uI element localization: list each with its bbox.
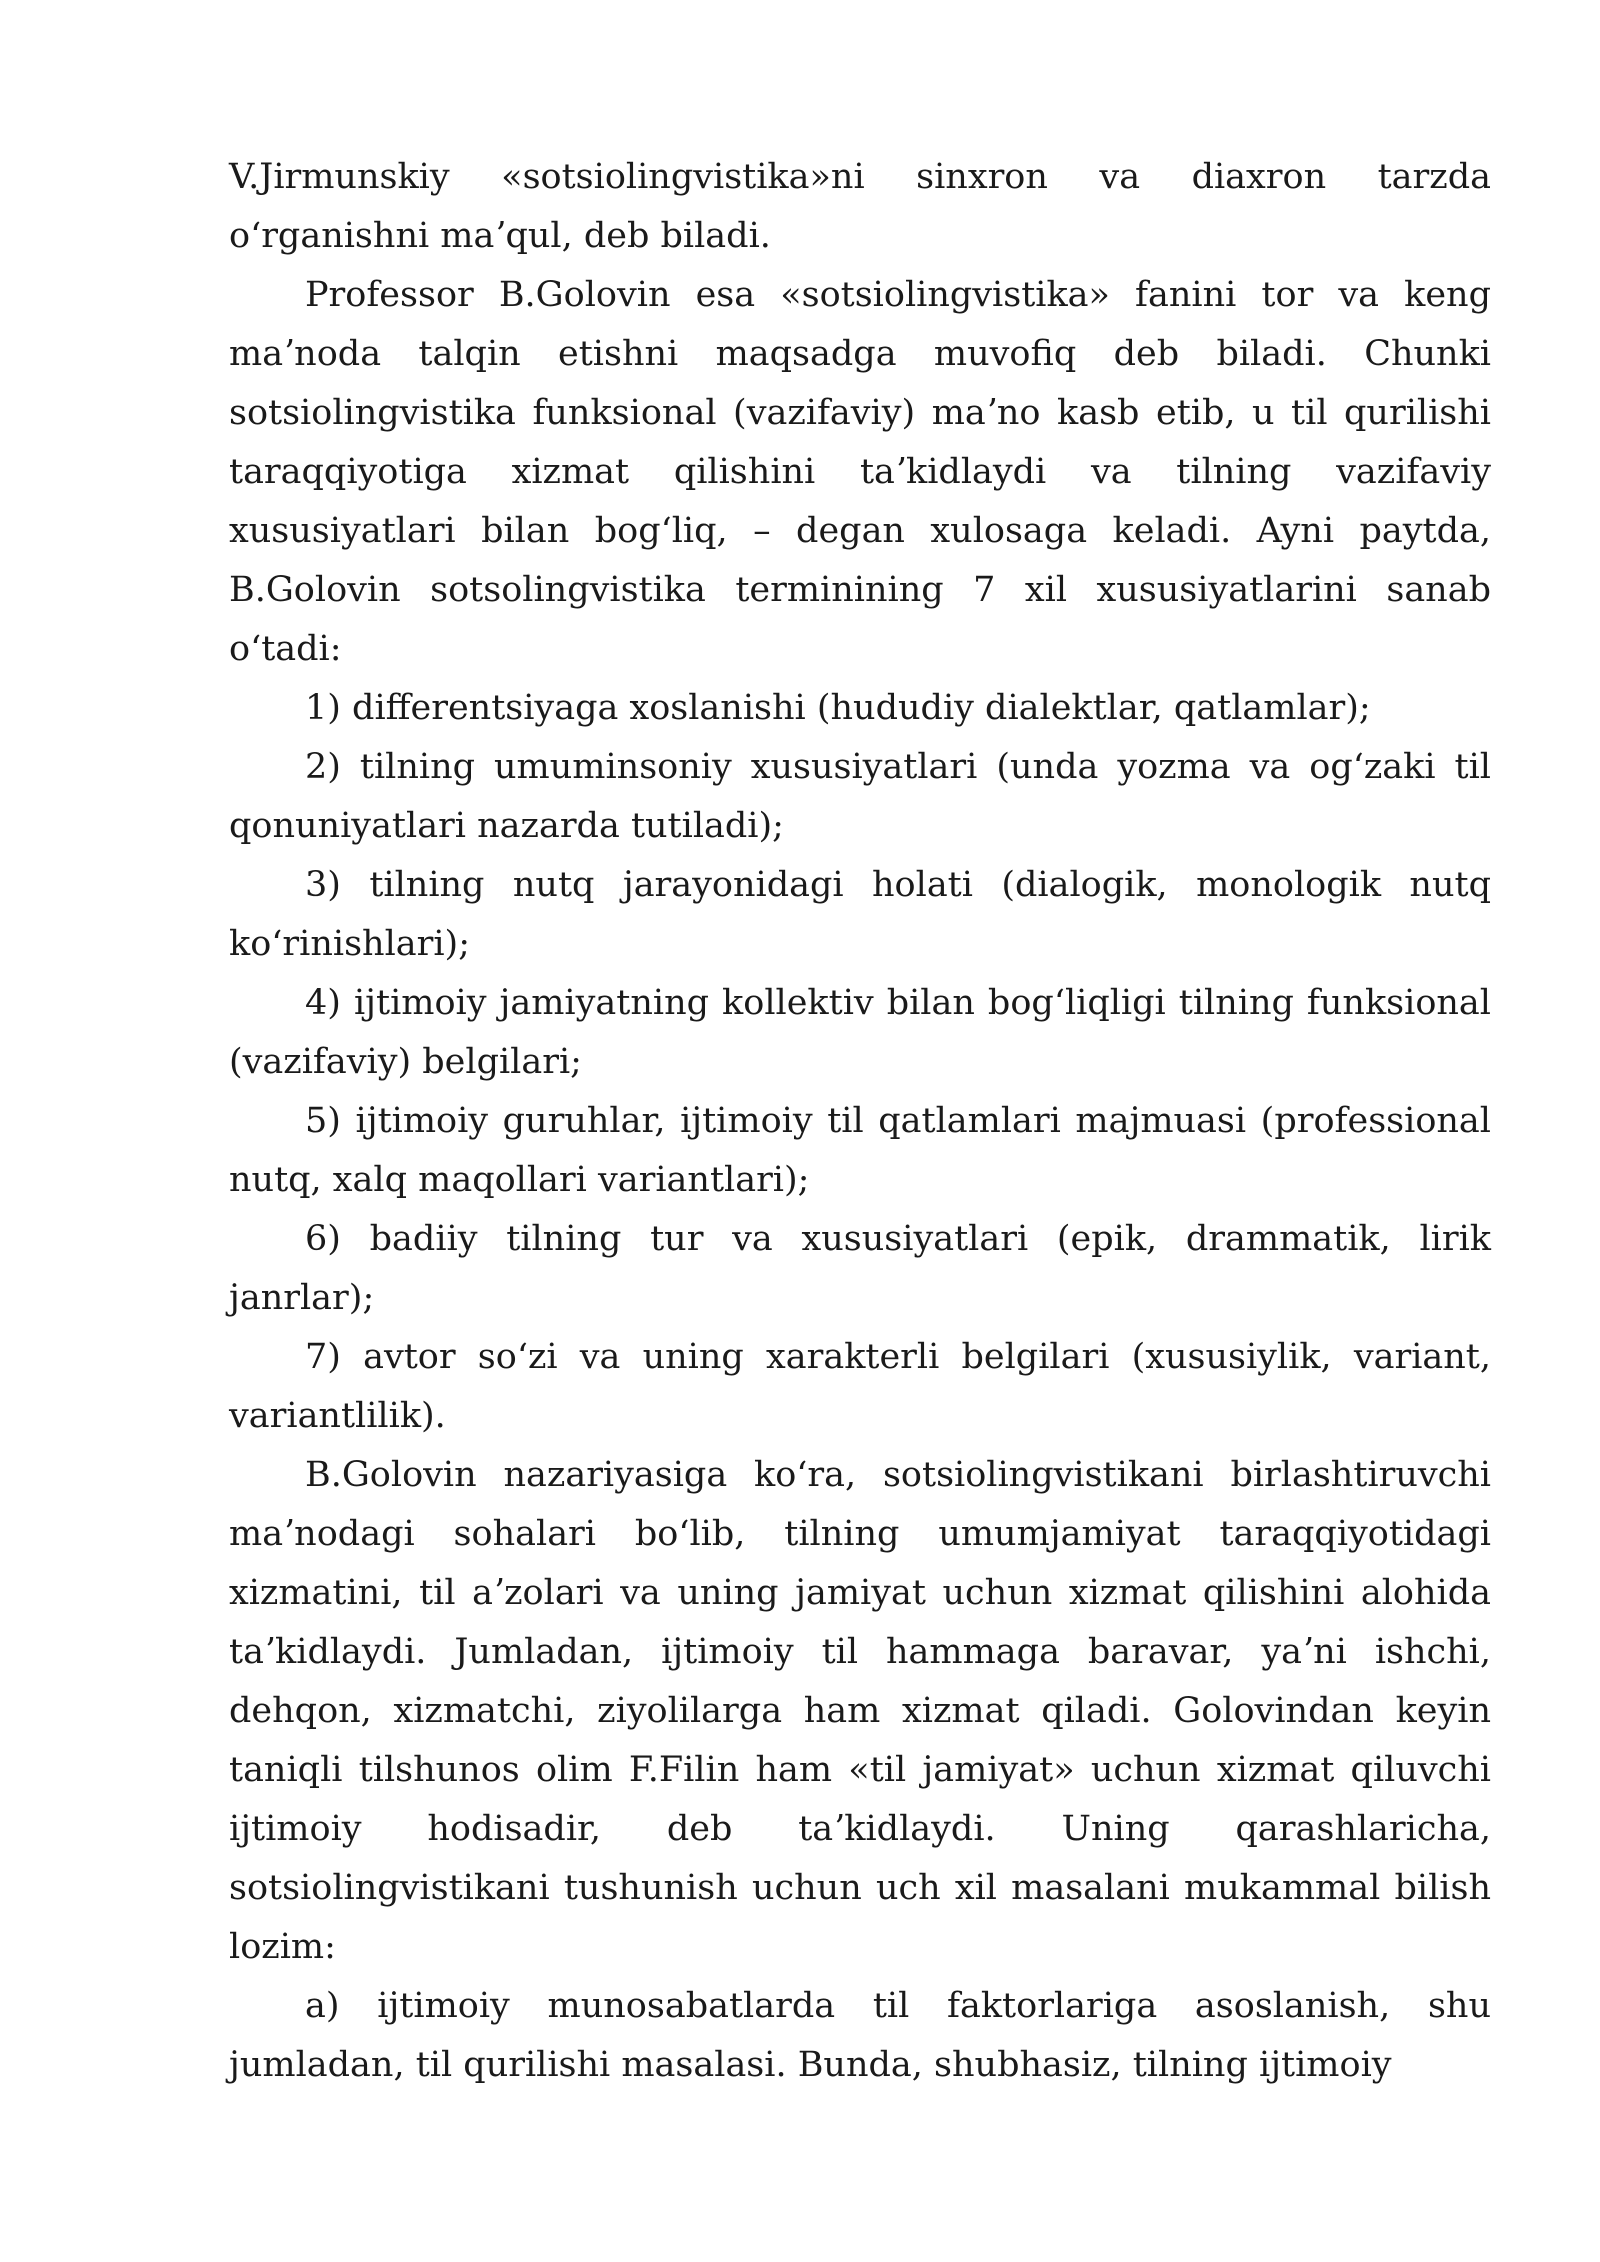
list-item-1: 1) differentsiyaga xoslanishi (hududiy dialektlar, qatlamlar); xyxy=(305,688,1371,728)
list-item-a: a) ijtimoiy munosabatlarda til faktorlariga asoslanish, shu jumladan, til qurilishi masalasi. Bunda, shubhasiz, tilning ijtimoiy xyxy=(229,1986,1491,2085)
list-item-3: 3) tilning nutq jarayonidagi holati (dialogik, monologik nutq koʻrinishlari); xyxy=(229,865,1491,964)
document-page xyxy=(229,148,1491,2095)
list-item-2: 2) tilning umuminsoniy xususiyatlari (unda yozma va ogʻzaki til qonuniyatlari nazarda tutiladi); xyxy=(229,747,1491,846)
paragraph-golovin-theory: B.Golovin nazariyasiga koʻra, sotsiolingvistikani birlashtiruvchi maʼnodagi sohalari boʻlib, tilning umumjamiyat taraqqiyotidagi xizmatini, til aʼzolari va uning jamiyat uchun xizmat qilishini alohida taʼkidlaydi. Jumladan, ijtimoiy til hammaga baravar, yaʼni ishchi, dehqon, xizmatchi, ziyolilarga ham xizmat qiladi. Golovindan keyin taniqli tilshunos olim F.Filin ham «til jamiyat» uchun xizmat qiluvchi ijtimoiy hodisadir, deb taʼkidlaydi. Uning qarashlaricha, sotsiolingvistikani tushunish uchun uch xil masalani mukammal bilish lozim: xyxy=(229,1455,1491,1967)
list-item-6: 6) badiiy tilning tur va xususiyatlari (epik, drammatik, lirik janrlar); xyxy=(229,1219,1491,1318)
list-item-7: 7) avtor soʻzi va uning xarakterli belgilari (xususiylik, variant, variantlilik). xyxy=(229,1337,1491,1436)
list-item-4: 4) ijtimoiy jamiyatning kollektiv bilan bogʻliqligi tilning funksional (vazifaviy) belgilari; xyxy=(229,983,1491,1082)
paragraph-golovin-intro: Professor B.Golovin esa «sotsiolingvistika» fanini tor va keng maʼnoda talqin etishni maqsadga muvofiq deb biladi. Chunki sotsiolingvistika funksional (vazifaviy) maʼno kasb etib, u til qurilishi taraqqiyotiga xizmat qilishini taʼkidlaydi va tilning vazifaviy xususiyatlari bilan bogʻliq, – degan xulosaga keladi. Ayni paytda, B.Golovin sotsolingvistika terminining 7 xil xususiyatlarini sanab oʻtadi: xyxy=(229,275,1491,669)
paragraph-jirmunskiy: V.Jirmunskiy «sotsiolingvistika»ni sinxron va diaxron tarzda oʻrganishni maʼqul, deb biladi. xyxy=(229,157,1491,256)
list-item-5: 5) ijtimoiy guruhlar, ijtimoiy til qatlamlari majmuasi (professional nutq, xalq maqollari variantlari); xyxy=(229,1101,1491,1200)
